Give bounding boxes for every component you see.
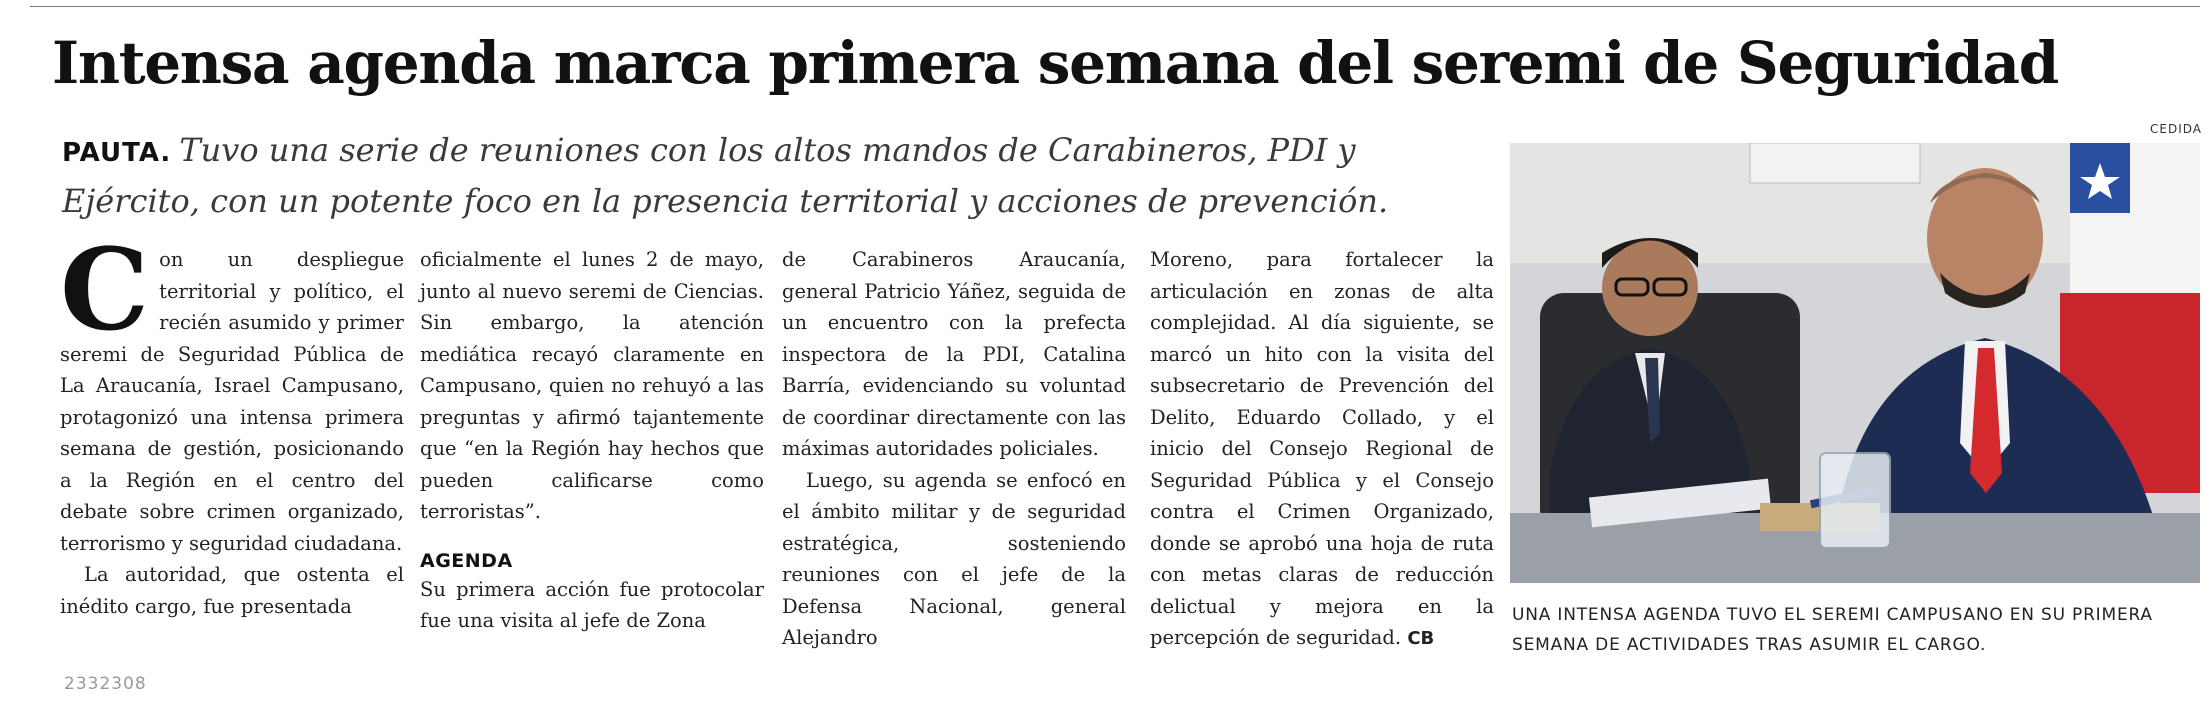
photo-credit: CEDIDA xyxy=(2150,122,2202,136)
column-3 xyxy=(782,244,1126,654)
col4-paragraph-1 xyxy=(1150,244,1494,655)
col3-paragraph-2: Luego, su agenda se enfocó en el ámbito militar y de seguridad estratégica, sosteniendo reuniones con el jefe de la Defensa Nacional, general Alejandro xyxy=(782,468,1126,649)
photo-illustration xyxy=(1510,143,2200,583)
col1-paragraph-2: La autoridad, que ostenta el inédito cargo, fue presentada xyxy=(60,563,404,618)
headline: Intensa agenda marca primera semana del seremi de Seguridad xyxy=(52,29,2058,97)
col1-paragraph-1 xyxy=(60,225,404,559)
top-rule xyxy=(30,6,2200,7)
col2-paragraph-1: oficialmente el lunes 2 de mayo, junto al nuevo seremi de Ciencias. Sin embargo, la atención mediática recayó claramente en Campusano, quien no rehuyó a las preguntas y afirmó tajantemente que “en la Región hay hechos que pueden calificarse como terroristas”. xyxy=(420,248,764,523)
dek-text: Tuvo una serie de reuniones con los altos mandos de Carabineros, PDI y Ejército, con un potente foco en la presencia territorial y acciones de prevención. xyxy=(62,131,1389,220)
column-2 xyxy=(420,244,764,637)
column-4 xyxy=(1150,244,1494,655)
col2-paragraph-2: Su primera acción fue protocolar fue una visita al jefe de Zona xyxy=(420,577,764,632)
photo-caption: UNA INTENSA AGENDA TUVO EL SEREMI CAMPUSANO EN SU PRIMERA SEMANA DE ACTIVIDADES TRAS ASUMIR EL CARGO. xyxy=(1512,605,2153,655)
reference-number: 2332308 xyxy=(64,674,147,694)
end-mark: CB xyxy=(1407,628,1435,649)
col4-paragraph-1-text: Moreno, para fortalecer la articulación en zonas de alta complejidad. Al día siguiente, se marcó un hito con la visita del subsecretario de Prevención del Delito, Eduardo Collado, y el inicio del Consejo Regional de Seguridad Pública y el Consejo contra el Crimen Organizado, donde se aprobó una hoja de ruta con metas claras de reducción delictual y mejora en la percepción de seguridad. xyxy=(1150,248,1494,649)
dek xyxy=(62,126,1502,225)
article-photo xyxy=(1510,143,2200,583)
col3-paragraph-1: de Carabineros Araucanía, general Patricio Yáñez, seguida de un encuentro con la prefecta inspectora de la PDI, Catalina Barría, evidenciando su voluntad de coordinar directamente con las máximas autoridades policiales. xyxy=(782,248,1126,460)
col1-paragraph-1-text: on un despliegue territorial y político, el recién asumido y primer seremi de Seguridad Pública de La Araucanía, Israel Campusano, protagonizó una intensa primera semana de gestión, posicionando a la Región en el centro del debate sobre crimen organizado, terrorismo y seguridad ciudadana. xyxy=(60,248,404,555)
kicker: PAUTA. xyxy=(62,138,172,168)
section-subhead: AGENDA xyxy=(420,549,513,572)
drop-cap: C xyxy=(60,225,150,356)
column-1 xyxy=(60,225,404,622)
